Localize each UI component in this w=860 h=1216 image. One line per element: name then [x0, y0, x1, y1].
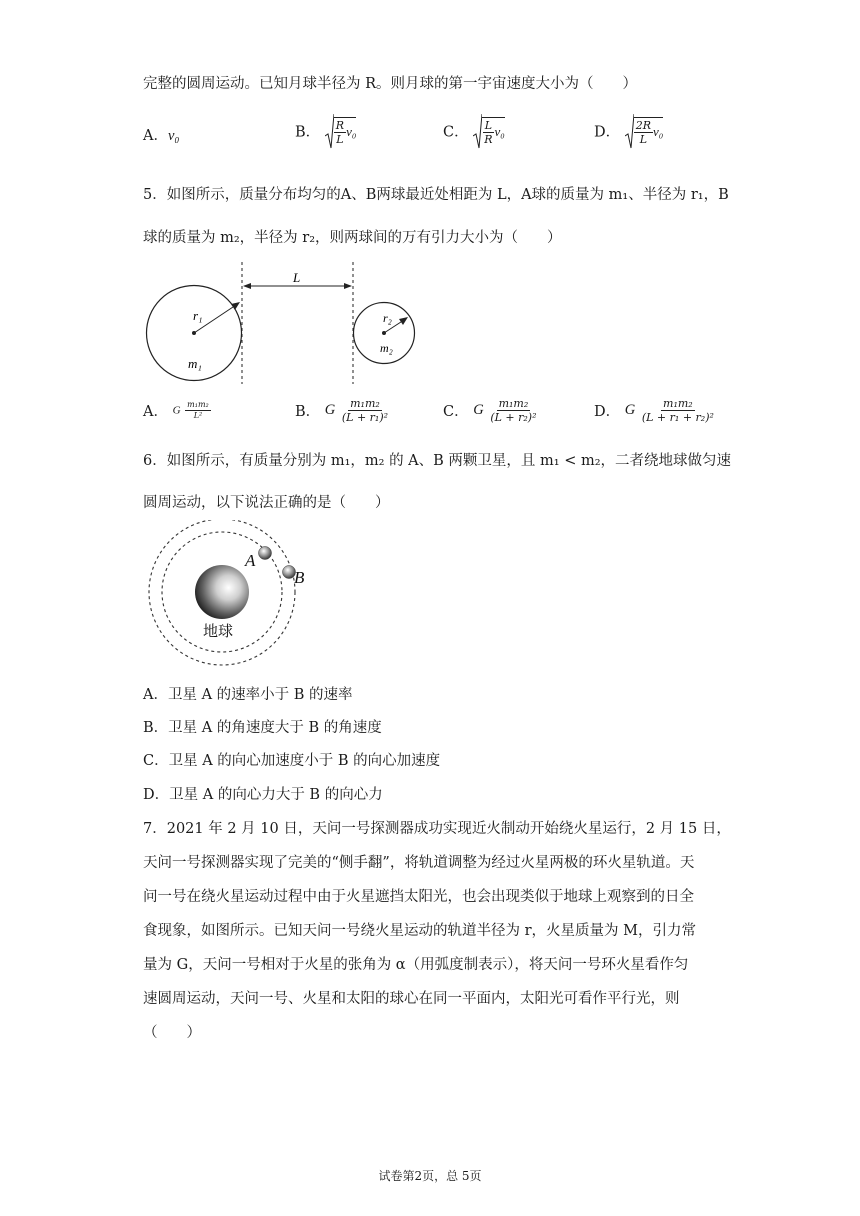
q5-option-b-den: (L + r₁)²	[341, 411, 389, 424]
q4-option-b-den: L	[336, 132, 344, 146]
q4-option-a-expr: v₀	[167, 128, 180, 144]
q4-option-b-sqrt	[325, 112, 357, 150]
m2-label: m₂	[380, 341, 393, 355]
q4-option-b-letter: B．	[295, 124, 321, 141]
q7-text-line-2: 天问一号探测器实现了完美的“侧手翻”，将轨道调整为经过火星两极的环火星轨道。天	[143, 855, 695, 871]
q5-option-a-num: m₁m₂	[187, 400, 209, 409]
q4-option-a-letter: A．	[143, 128, 168, 144]
q6-option-b[interactable]: B．卫星 A 的角速度大于 B 的角速度	[143, 720, 382, 736]
q7-text-line-1: 7．2021 年 2 月 10 日，天问一号探测器成功实现近火制动开始绕火星运行，2 月 15 日，	[143, 821, 731, 837]
r1-arrowhead-icon	[231, 302, 240, 310]
distance-l-label: L	[293, 270, 301, 285]
q5-option-c-den: (L + r₂)²	[490, 411, 537, 424]
q5-option-c-num: m₁m₂	[498, 397, 529, 410]
q4-option-a[interactable]	[143, 124, 179, 145]
q7-text-line-5: 量为 G，天问一号相对于火星的张角为 α（用弧度制表示），将天问一号环火星看作匀	[143, 957, 689, 973]
q4-option-d-num: 2R	[635, 118, 652, 132]
q5-option-a-den: L²	[193, 411, 203, 420]
q4-option-d[interactable]	[594, 112, 663, 150]
q5-option-a-prefix: G	[172, 404, 181, 417]
r2-label: r₂	[383, 311, 392, 325]
page-footer: 试卷第2页，总 5页	[378, 1169, 482, 1183]
q6-option-d[interactable]: D．卫星 A 的向心力大于 B 的向心力	[143, 787, 383, 803]
q4-option-b[interactable]	[295, 112, 356, 150]
q6-text-line-1: 6．如图所示，有质量分别为 m₁，m₂ 的 A、B 两颗卫星，且 m₁ < m₂，二者绕地球做匀速	[143, 453, 732, 469]
satellite-a-label: A	[245, 551, 256, 570]
q4-option-d-letter: D．	[594, 124, 621, 141]
q4-option-c-num: L	[484, 118, 493, 132]
q5-option-b-letter: B．	[295, 404, 321, 420]
q5-option-d-den: (L + r₁ + r₂)²	[641, 411, 714, 424]
r1-label: r₁	[193, 308, 203, 323]
q5-option-a[interactable]	[143, 400, 211, 421]
q5-option-c[interactable]	[443, 397, 539, 424]
radical-sign-icon	[473, 112, 482, 150]
q5-option-d-num: m₁m₂	[663, 397, 693, 410]
q5-option-a-letter: A．	[143, 404, 168, 420]
earth-sphere	[195, 565, 249, 619]
q4-option-c-sqrt	[473, 112, 505, 150]
m1-label: m₁	[188, 356, 202, 371]
q7-text-line-3: 问一号在绕火星运动过程中由于火星遮挡太阳光，也会出现类似于地球上观察到的日全	[143, 889, 694, 905]
q7-text-line-7: （ ）	[143, 1025, 201, 1041]
q4-option-c-den: R	[484, 132, 493, 146]
q5-option-c-prefix: G	[473, 402, 484, 418]
q4-option-c-tail: v₀	[494, 124, 505, 139]
q4-option-b-tail: v₀	[346, 124, 357, 139]
satellite-b-label: B	[294, 568, 305, 587]
q6-satellite-orbit-figure	[144, 520, 314, 670]
q6-text-line-2: 圆周运动，以下说法正确的是（ ）	[143, 495, 390, 511]
q4-option-b-num: R	[335, 118, 345, 132]
q7-text-line-4: 食现象，如图所示。已知天问一号绕火星运动的轨道半径为 r，火星质量为 M，引力常	[143, 923, 696, 939]
arrow-right-icon	[344, 283, 352, 289]
q5-option-c-letter: C．	[443, 404, 469, 420]
q5-option-d-letter: D．	[594, 404, 621, 420]
q4-text-line-1: 完整的圆周运动。已知月球半径为 R。则月球的第一宇宙速度大小为（ ）	[143, 76, 638, 92]
q7-text-line-6: 速圆周运动，天问一号、火星和太阳的球心在同一平面内，太阳光可看作平行光，则	[143, 991, 680, 1007]
q5-text-line-1: 5．如图所示，质量分布均匀的A、B两球最近处相距为 L，A球的质量为 m₁、半径为 r₁，B	[143, 187, 729, 203]
q4-option-c[interactable]	[443, 112, 505, 150]
r2-arrowhead-icon	[399, 317, 408, 325]
arrow-left-icon	[243, 283, 251, 289]
radical-sign-icon	[325, 112, 334, 150]
q6-option-a[interactable]: A．卫星 A 的速率小于 B 的速率	[143, 687, 353, 703]
q5-option-d-prefix: G	[624, 402, 636, 418]
radical-sign-icon	[625, 112, 634, 150]
q6-option-c[interactable]: C．卫星 A 的向心加速度小于 B 的向心加速度	[143, 753, 441, 769]
q4-option-d-den: L	[639, 132, 648, 146]
satellite-a	[259, 547, 272, 560]
earth-label: 地球	[203, 622, 234, 640]
q5-option-b[interactable]	[295, 397, 390, 424]
q5-two-spheres-figure	[140, 260, 430, 390]
q4-option-d-tail: v₀	[653, 124, 664, 139]
q5-option-b-prefix: G	[324, 402, 336, 418]
q5-option-d[interactable]	[594, 397, 716, 424]
q4-option-d-sqrt	[625, 112, 664, 150]
q5-text-line-2: 球的质量为 m₂，半径为 r₂，则两球间的万有引力大小为（ ）	[143, 230, 562, 246]
q5-option-b-num: m₁m₂	[350, 397, 380, 410]
q4-option-c-letter: C．	[443, 124, 469, 141]
